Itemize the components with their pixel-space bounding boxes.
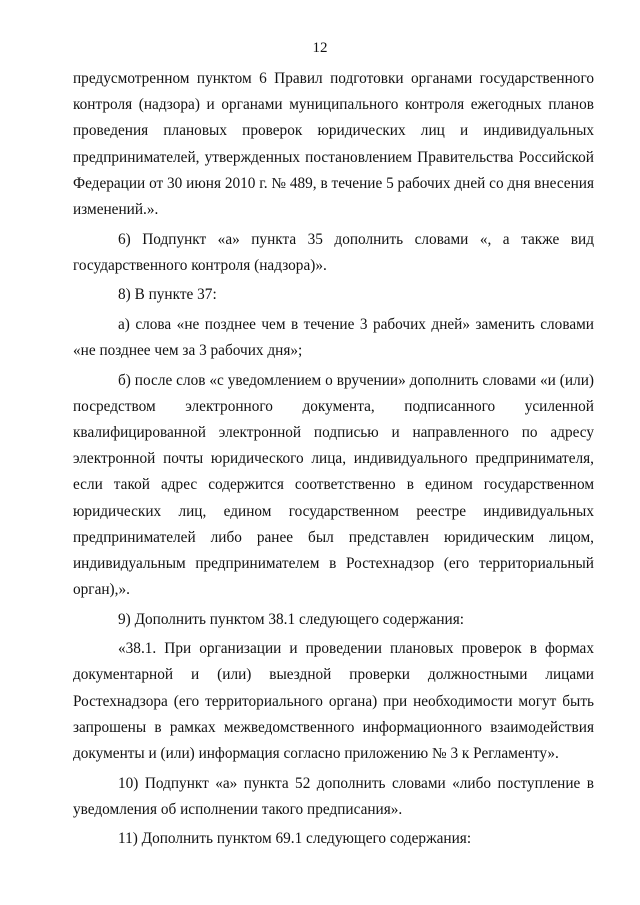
text-line: электронной почты юридического лица, индивидуального предпринимателя, — [73, 450, 594, 468]
text-line: предпринимателей, утвержденных постановлением Правительства Российской — [73, 148, 594, 166]
text-line: а) слова «не позднее чем в течение 3 рабочих дней» заменить словами — [118, 315, 594, 333]
text-line: документы и (или) информация согласно приложению № 3 к Регламенту». — [73, 745, 559, 763]
page-number: 12 — [312, 40, 328, 56]
text-line: квалифицированной электронной подписью и направленного по адресу — [73, 424, 594, 441]
text-line: 6) Подпункт «а» пункта 35 дополнить словами «, а также вид — [118, 230, 594, 248]
paragraph — [73, 636, 594, 767]
text-line: документарной и (или) выездной проверки должностными лицами — [73, 666, 594, 684]
text-line: предпринимателей либо ранее был представлен юридическим лицом, — [73, 528, 594, 546]
text-line: Федерации от 30 июня 2010 г. № 489, в течение 5 рабочих дней со дня внесения — [73, 174, 594, 192]
paragraph — [73, 771, 594, 823]
text-line: «38.1. При организации и проведении плановых проверок в формах — [118, 640, 594, 658]
text-line: изменений.». — [73, 200, 159, 218]
document-body — [73, 66, 594, 853]
paragraph — [73, 368, 594, 604]
paragraph — [73, 607, 594, 633]
text-line: 11) Дополнить пунктом 69.1 следующего содержания: — [118, 830, 472, 848]
text-line: юридических лиц, едином государственном реестре индивидуальных — [73, 502, 594, 520]
text-line: б) после слов «с уведомлением о вручении» дополнить словами «и (или) — [118, 371, 594, 389]
paragraph — [73, 66, 594, 223]
text-line: 8) В пункте 37: — [118, 286, 217, 304]
text-line: государственного контроля (надзора)». — [73, 256, 327, 274]
paragraph — [73, 227, 594, 279]
text-line: индивидуальным предпринимателем в Ростехнадзор (его территориальный — [73, 554, 594, 572]
paragraph — [73, 312, 594, 364]
text-line: посредством электронного документа, подписанного усиленной — [73, 397, 594, 415]
text-line: 9) Дополнить пунктом 38.1 следующего содержания: — [118, 610, 465, 628]
text-line: запрошены в рамках межведомственного информационного взаимодействия — [73, 718, 594, 736]
text-line: предусмотренном пунктом 6 Правил подготовки органами государственного — [73, 70, 594, 87]
text-line: уведомления об исполнении такого предписания». — [73, 800, 403, 818]
text-line: проведения плановых проверок юридических лиц и индивидуальных — [73, 122, 594, 140]
text-line: орган),». — [73, 581, 130, 599]
paragraph — [73, 282, 594, 308]
text-line: если такой адрес содержится соответственно в едином государственном — [73, 476, 594, 494]
text-line: «не позднее чем за 3 рабочих дня»; — [73, 342, 303, 360]
text-line: контроля (надзора) и органами муниципального контроля ежегодных планов — [73, 96, 594, 114]
text-line: Ростехнадзора (его территориального органа) при необходимости могут быть — [73, 692, 594, 710]
text-line: 10) Подпункт «а» пункта 52 дополнить словами «либо поступление в — [118, 774, 594, 792]
paragraph — [73, 826, 594, 852]
